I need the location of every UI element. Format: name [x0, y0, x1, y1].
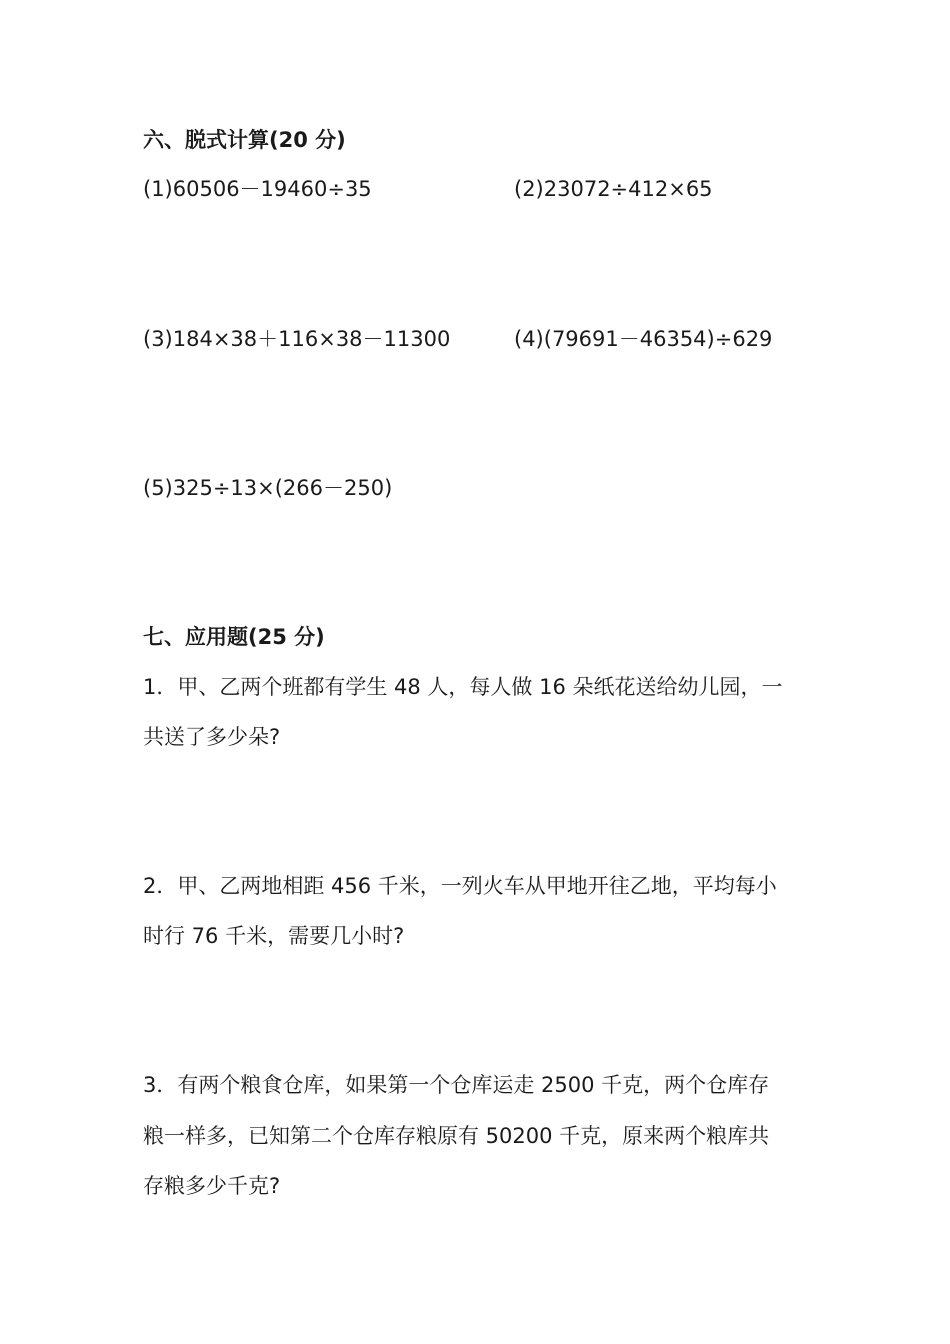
problem-1-line-1: 1．甲、乙两个班都有学生 48 人，每人做 16 朵纸花送给幼儿园，一 — [143, 675, 783, 699]
problem-3-line-3: 存粮多少千克? — [143, 1174, 281, 1198]
section6-heading: 六、脱式计算(20 分) — [143, 128, 346, 152]
calc-item-4: (4)(79691－46354)÷629 — [514, 327, 773, 351]
calc-item-3: (3)184×38＋116×38－11300 — [143, 327, 451, 351]
calc-item-2: (2)23072÷412×65 — [514, 177, 713, 201]
problem-1-line-2: 共送了多少朵? — [143, 725, 281, 749]
problem-2-line-2: 时行 76 千米，需要几小时? — [143, 924, 405, 948]
problem-2-line-1: 2．甲、乙两地相距 456 千米，一列火车从甲地开往乙地，平均每小 — [143, 874, 777, 898]
problem-3-line-2: 粮一样多，已知第二个仓库存粮原有 50200 千克，原来两个粮库共 — [143, 1124, 770, 1148]
calc-item-5: (5)325÷13×(266－250) — [143, 476, 393, 500]
calc-item-1: (1)60506－19460÷35 — [143, 177, 372, 201]
section7-heading: 七、应用题(25 分) — [143, 625, 325, 649]
problem-3-line-1: 3．有两个粮食仓库，如果第一个仓库运走 2500 千克，两个仓库存 — [143, 1073, 770, 1097]
